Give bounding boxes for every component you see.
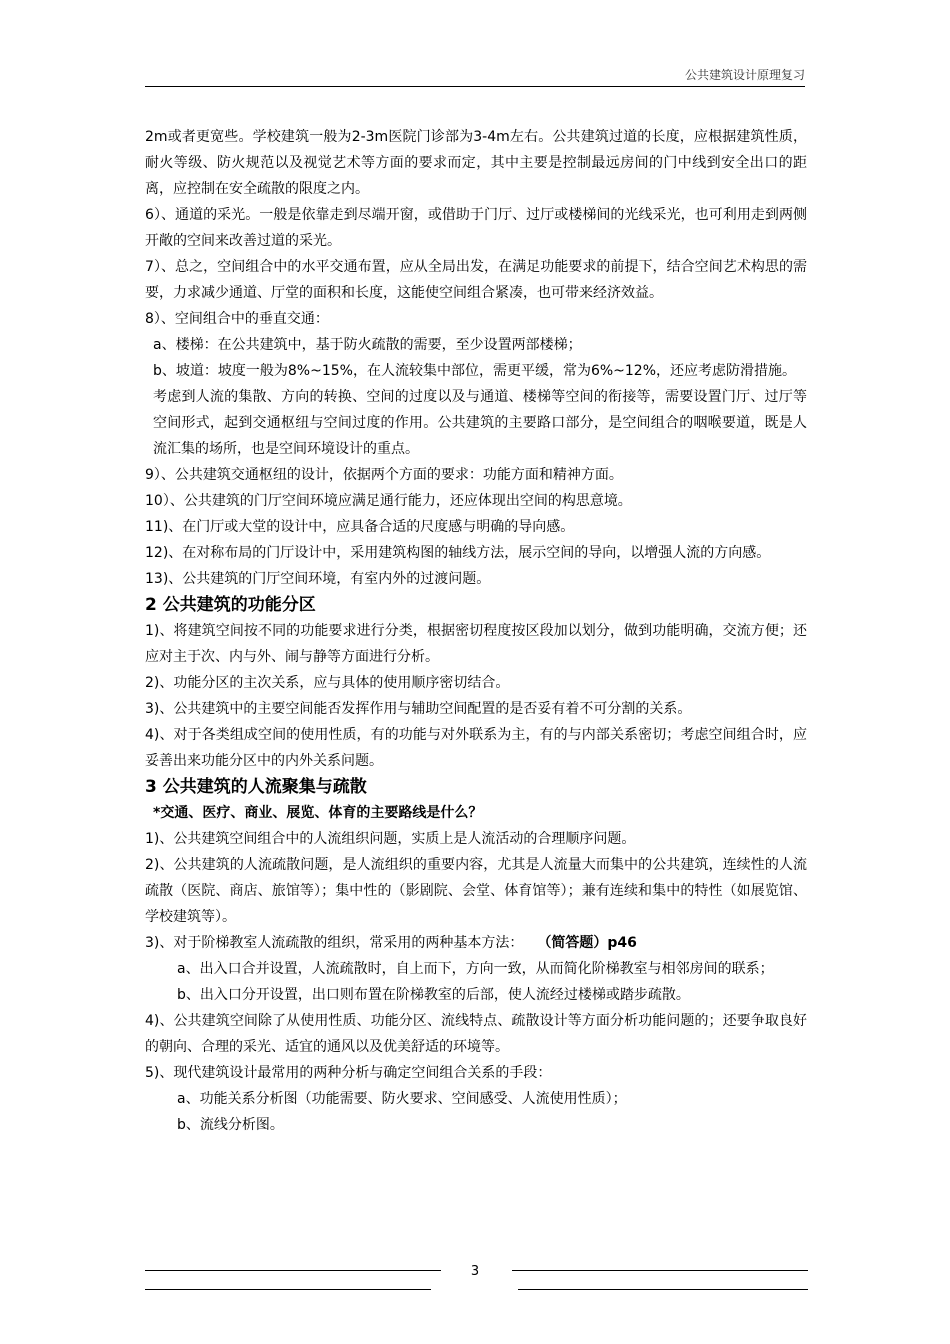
paragraph: b、出入口分开设置，出口则布置在阶梯教室的后部，使人流经过楼梯或踏步疏散。 — [177, 987, 690, 1003]
footer-rule-right-top — [512, 1270, 808, 1271]
paragraph: 1)、将建筑空间按不同的功能要求进行分类，根据密切程度按区段加以划分，做到功能明确，交流方便；还应对主于次、内与外、闹与静等方面进行分析。 — [145, 623, 807, 665]
question-line: *交通、医疗、商业、展览、体育的主要路线是什么？ — [153, 805, 483, 821]
paragraph: 2)、功能分区的主次关系，应与具体的使用顺序密切结合。 — [145, 675, 510, 691]
paragraph: 9）、公共建筑交通枢纽的设计，依据两个方面的要求：功能方面和精神方面。 — [145, 467, 623, 483]
paragraph: 3)、公共建筑中的主要空间能否发挥作用与辅助空间配置的是否妥有着不可分割的关系。 — [145, 701, 692, 717]
header-rule — [145, 86, 805, 87]
paragraph: 2m或者更宽些。学校建筑一般为2-3m医院门诊部为3-4m左右。公共建筑过道的长度，应根据建筑性质，耐火等级、防火规范以及视觉艺术等方面的要求而定，其中主要是控制最远房间的门中线到安全出口的距离，应控制在安全疏散的限度之内。 — [145, 129, 807, 197]
paragraph: 8）、空间组合中的垂直交通： — [145, 311, 329, 327]
paragraph: 7）、总之，空间组合中的水平交通布置，应从全局出发，在满足功能要求的前提下，结合空间艺术构思的需要，力求减少通道、厅堂的面积和长度，这能使空间组合紧凑，也可带来经济效益。 — [145, 259, 807, 301]
question-type-tag: （简答题）p46 — [537, 935, 637, 951]
paragraph: a、楼梯：在公共建筑中，基于防火疏散的需要，至少设置两部楼梯； — [153, 337, 582, 353]
paragraph: a、出入口合并设置，人流疏散时，自上而下，方向一致，从而简化阶梯教室与相邻房间的联系； — [177, 961, 774, 977]
paragraph: b、流线分析图。 — [177, 1117, 284, 1133]
paragraph: 2)、公共建筑的人流疏散问题，是人流组织的重要内容，尤其是人流量大而集中的公共建筑，连续性的人流疏散（医院、商店、旅馆等）；集中性的（影剧院、会堂、体育馆等）；兼有连续和集中的特性（如展览馆、学校建筑等）。 — [145, 857, 807, 925]
paragraph: 13)、公共建筑的门厅空间环境，有室内外的过渡问题。 — [145, 571, 491, 587]
paragraph: 5)、现代建筑设计最常用的两种分析与确定空间组合关系的手段： — [145, 1065, 552, 1081]
paragraph: 12)、在对称布局的门厅设计中，采用建筑构图的轴线方法，展示空间的导向，以增强人流的方向感。 — [145, 545, 771, 561]
footer-rule-left-bottom — [145, 1289, 431, 1290]
paragraph: 11)、在门厅或大堂的设计中，应具备合适的尺度感与明确的导向感。 — [145, 519, 575, 535]
page-body — [145, 124, 807, 1138]
paragraph: b、坡道：坡度一般为8%~15%，在人流较集中部位，需更平缓，常为6%~12%，还应考虑防滑措施。 — [153, 363, 796, 379]
paragraph — [145, 930, 807, 956]
paragraph: a、功能关系分析图（功能需要、防火要求、空间感受、人流使用性质）； — [177, 1091, 627, 1107]
paragraph: 1)、公共建筑空间组合中的人流组织问题，实质上是人流活动的合理顺序问题。 — [145, 831, 636, 847]
page-number: 3 — [470, 1264, 480, 1279]
section-heading: 3 公共建筑的人流聚集与疏散 — [145, 777, 367, 797]
paragraph-text: 3)、对于阶梯教室人流疏散的组织，常采用的两种基本方法： — [145, 935, 524, 951]
paragraph: 6）、通道的采光。一般是依靠走到尽端开窗，或借助于门厅、过厅或楼梯间的光线采光，也可利用走到两侧开敞的空间来改善过道的采光。 — [145, 207, 807, 249]
footer-rule-right-bottom — [518, 1289, 808, 1290]
paragraph: 考虑到人流的集散、方向的转换、空间的过度以及与通道、楼梯等空间的衔接等，需要设置门厅、过厅等空间形式，起到交通枢纽与空间过度的作用。公共建筑的主要路口部分，是空间组合的咽喉要道，既是人流汇集的场所，也是空间环境设计的重点。 — [153, 389, 807, 457]
paragraph: 4)、公共建筑空间除了从使用性质、功能分区、流线特点、疏散设计等方面分析功能问题的；还要争取良好的朝向、合理的采光、适宜的通风以及优美舒适的环境等。 — [145, 1013, 807, 1055]
running-header: 公共建筑设计原理复习 — [684, 68, 805, 82]
paragraph: 10）、公共建筑的门厅空间环境应满足通行能力，还应体现出空间的构思意境。 — [145, 493, 632, 509]
section-heading: 2 公共建筑的功能分区 — [145, 595, 316, 615]
paragraph: 4)、对于各类组成空间的使用性质，有的功能与对外联系为主，有的与内部关系密切；考虑空间组合时，应妥善出来功能分区中的内外关系问题。 — [145, 727, 807, 769]
